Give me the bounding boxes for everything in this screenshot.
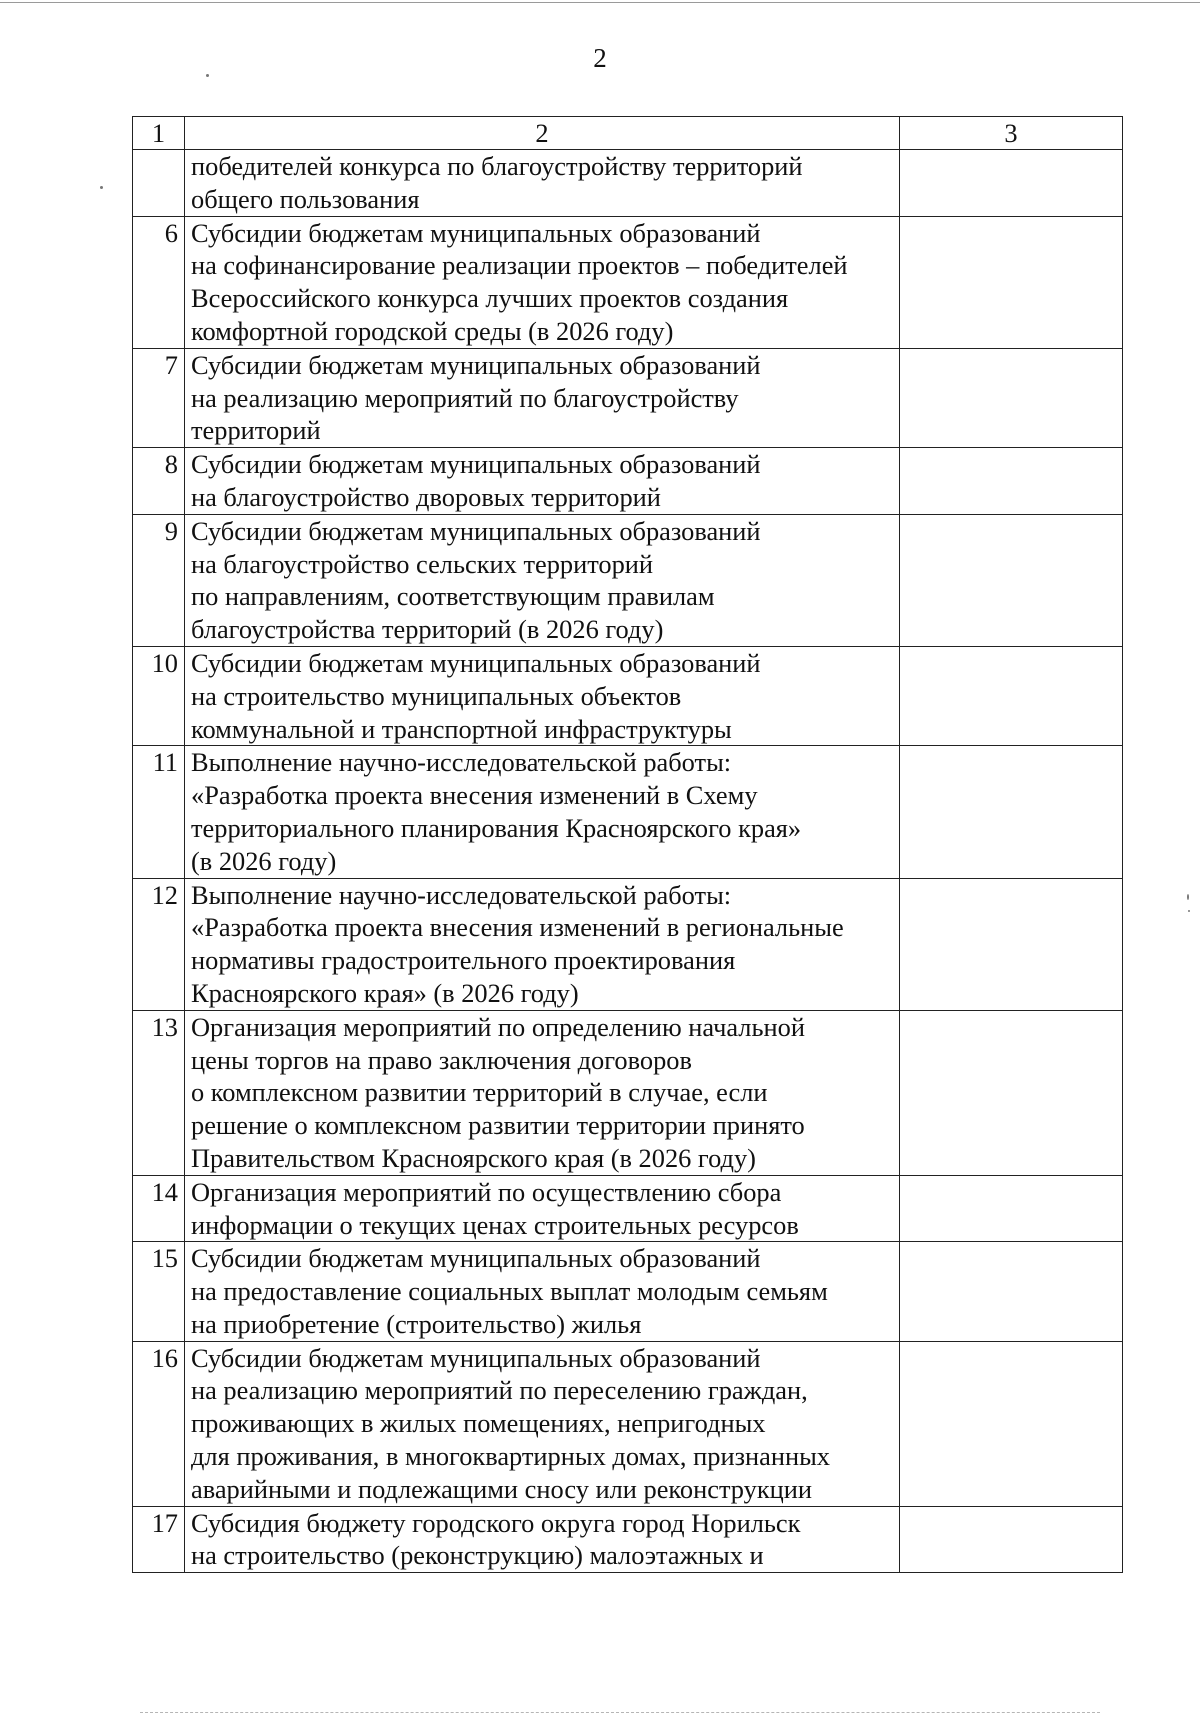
- row-column-3: [900, 1242, 1123, 1341]
- row-number: 12: [133, 878, 185, 1010]
- row-column-3: [900, 348, 1123, 447]
- table-row: [133, 448, 1123, 515]
- description-line: территорий: [191, 415, 321, 446]
- table-row: [133, 348, 1123, 447]
- description-line: для проживания, в многоквартирных домах, признанных: [191, 1441, 831, 1472]
- table-row: [133, 150, 1123, 217]
- description-line: общего пользования: [191, 183, 420, 214]
- scan-speck: [100, 186, 103, 189]
- table-row: [133, 1506, 1123, 1573]
- row-column-3: [900, 216, 1123, 348]
- description-line: на строительство (реконструкцию) малоэтажных и: [191, 1540, 764, 1571]
- table-row: [133, 746, 1123, 878]
- table-body: [133, 117, 1123, 1573]
- row-column-3: [900, 1010, 1123, 1175]
- scan-speck: [1188, 910, 1190, 912]
- description-line: аварийными и подлежащими сносу или реконструкции: [191, 1473, 813, 1504]
- description-line: Выполнение научно-исследовательской работы:: [191, 879, 732, 910]
- row-description: [185, 746, 900, 878]
- description-line: Субсидии бюджетам муниципальных образований: [191, 1243, 761, 1274]
- description-line: на строительство муниципальных объектов: [191, 680, 682, 711]
- row-number: 17: [133, 1506, 185, 1573]
- description-line: Всероссийского конкурса лучших проектов создания: [191, 283, 789, 314]
- description-line: Субсидии бюджетам муниципальных образований: [191, 515, 761, 546]
- description-line: территориального планирования Красноярского края»: [191, 812, 802, 843]
- row-number: 14: [133, 1175, 185, 1242]
- description-line: Субсидии бюджетам муниципальных образований: [191, 217, 761, 248]
- table-row: [133, 216, 1123, 348]
- description-line: Субсидии бюджетам муниципальных образований: [191, 1342, 761, 1373]
- row-description: [185, 1506, 900, 1573]
- description-line: Субсидии бюджетам муниципальных образований: [191, 449, 761, 480]
- row-number: 6: [133, 216, 185, 348]
- row-column-3: [900, 1175, 1123, 1242]
- row-description: [185, 878, 900, 1010]
- scan-edge-line: [0, 2, 1200, 3]
- description-line: о комплексном развитии территорий в случае, если: [191, 1077, 768, 1108]
- description-line: Организация мероприятий по осуществлению сбора: [191, 1176, 782, 1207]
- description-line: на предоставление социальных выплат молодым семьям: [191, 1276, 828, 1307]
- row-column-3: [900, 150, 1123, 217]
- description-line: Красноярского края» (в 2026 году): [191, 977, 579, 1008]
- row-description: [185, 150, 900, 217]
- description-line: по направлениям, соответствующим правилам: [191, 581, 715, 612]
- description-line: «Разработка проекта внесения изменений в региональные: [191, 912, 844, 943]
- description-line: Субсидии бюджетам муниципальных образований: [191, 349, 761, 380]
- description-line: «Разработка проекта внесения изменений в Схему: [191, 780, 758, 811]
- row-column-3: [900, 878, 1123, 1010]
- description-line: на благоустройство дворовых территорий: [191, 481, 661, 512]
- description-line: на приобретение (строительство) жилья: [191, 1308, 642, 1339]
- table-row: [133, 878, 1123, 1010]
- description-line: Организация мероприятий по определению начальной: [191, 1011, 805, 1042]
- row-column-3: [900, 514, 1123, 646]
- row-description: [185, 216, 900, 348]
- row-description: [185, 646, 900, 745]
- description-line: (в 2026 году): [191, 845, 337, 876]
- description-line: благоустройства территорий (в 2026 году): [191, 614, 664, 645]
- row-column-3: [900, 646, 1123, 745]
- row-number: 8: [133, 448, 185, 515]
- description-line: Субсидия бюджету городского округа город Норильск: [191, 1507, 801, 1538]
- scan-edge-line: [140, 1712, 1100, 1713]
- row-column-3: [900, 448, 1123, 515]
- description-line: победителей конкурса по благоустройству территорий: [191, 151, 803, 181]
- row-description: [185, 348, 900, 447]
- table-row: [133, 514, 1123, 646]
- description-line: решение о комплексном развитии территории принято: [191, 1110, 805, 1141]
- table-row: [133, 1341, 1123, 1506]
- page-number: 2: [593, 43, 607, 73]
- scan-speck: [1187, 894, 1189, 900]
- description-line: на реализацию мероприятий по переселению граждан,: [191, 1375, 808, 1406]
- scan-speck: [206, 74, 209, 77]
- table-row: [133, 1242, 1123, 1341]
- description-line: нормативы градостроительного проектирования: [191, 945, 736, 976]
- column-header: 3: [900, 117, 1123, 150]
- description-line: комфортной городской среды (в 2026 году): [191, 315, 674, 346]
- description-line: Правительством Красноярского края (в 2026 году): [191, 1142, 756, 1173]
- row-number: 13: [133, 1010, 185, 1175]
- table-row: [133, 1175, 1123, 1242]
- description-line: коммунальной и транспортной инфраструктуры: [191, 713, 732, 744]
- description-line: Субсидии бюджетам муниципальных образований: [191, 647, 761, 678]
- description-line: цены торгов на право заключения договоров: [191, 1044, 692, 1075]
- description-line: на реализацию мероприятий по благоустройству: [191, 382, 739, 413]
- row-number: 9: [133, 514, 185, 646]
- description-line: на благоустройство сельских территорий: [191, 548, 654, 579]
- row-description: [185, 1341, 900, 1506]
- row-description: [185, 1242, 900, 1341]
- row-number: 16: [133, 1341, 185, 1506]
- table-row: [133, 1010, 1123, 1175]
- budget-items-table: [132, 116, 1123, 1573]
- description-line: на софинансирование реализации проектов – победителей: [191, 250, 848, 281]
- row-column-3: [900, 746, 1123, 878]
- description-line: Выполнение научно-исследовательской работы:: [191, 747, 732, 778]
- row-number: [133, 150, 185, 217]
- row-number: 7: [133, 348, 185, 447]
- row-number: 15: [133, 1242, 185, 1341]
- description-line: информации о текущих ценах строительных ресурсов: [191, 1209, 799, 1240]
- table-header-row: [133, 117, 1123, 150]
- row-description: [185, 1010, 900, 1175]
- row-number: 11: [133, 746, 185, 878]
- column-header: 1: [133, 117, 185, 150]
- description-line: проживающих в жилых помещениях, непригодных: [191, 1408, 766, 1439]
- row-column-3: [900, 1341, 1123, 1506]
- row-column-3: [900, 1506, 1123, 1573]
- row-description: [185, 448, 900, 515]
- column-header: 2: [185, 117, 900, 150]
- row-description: [185, 514, 900, 646]
- table-row: [133, 646, 1123, 745]
- row-number: 10: [133, 646, 185, 745]
- row-description: [185, 1175, 900, 1242]
